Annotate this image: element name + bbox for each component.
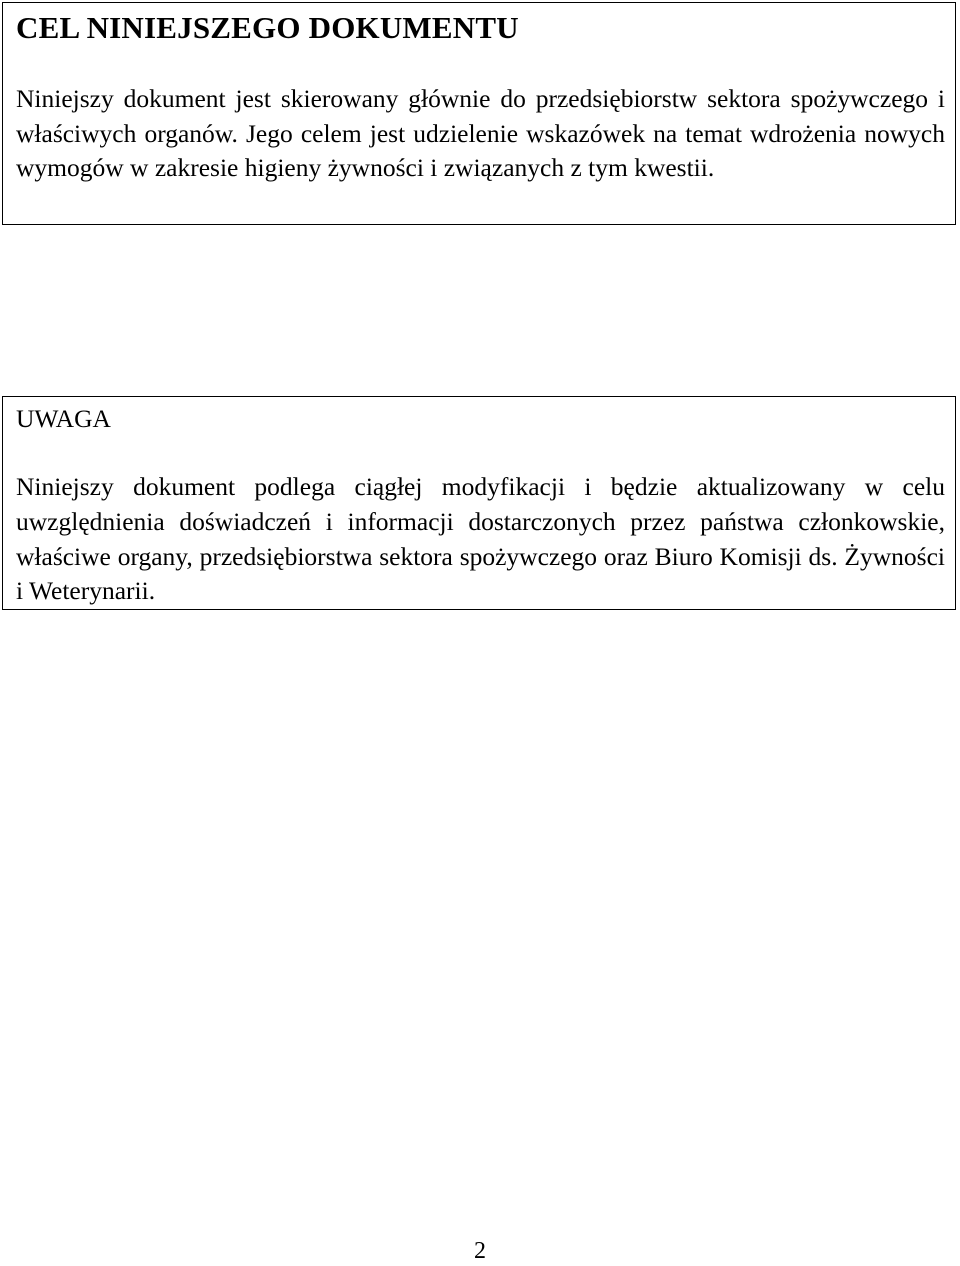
note-paragraph: Niniejszy dokument podlega ciągłej modyfikacji i będzie aktualizowany w celu uwzględnienia doświadczeń i informacji dostarczonych przez państwa członkowskie, właściwe organy, przedsiębiorstwa sektora spożywczego oraz Biuro Komisji ds. Żywności i Weterynarii. — [16, 472, 945, 606]
purpose-paragraph: Niniejszy dokument jest skierowany głównie do przedsiębiorstw sektora spożywczego i właściwych organów. Jego celem jest udzielenie wskazówek na temat wdrożenia nowych wymogów w zakresie higieny żywności i związanych z tym kwestii. — [16, 84, 945, 182]
note-heading: UWAGA — [16, 404, 111, 433]
purpose-heading: CEL NINIEJSZEGO DOKUMENTU — [16, 10, 519, 45]
purpose-box — [2, 2, 956, 225]
note-box — [2, 396, 956, 610]
page-number: 2 — [474, 1238, 486, 1264]
